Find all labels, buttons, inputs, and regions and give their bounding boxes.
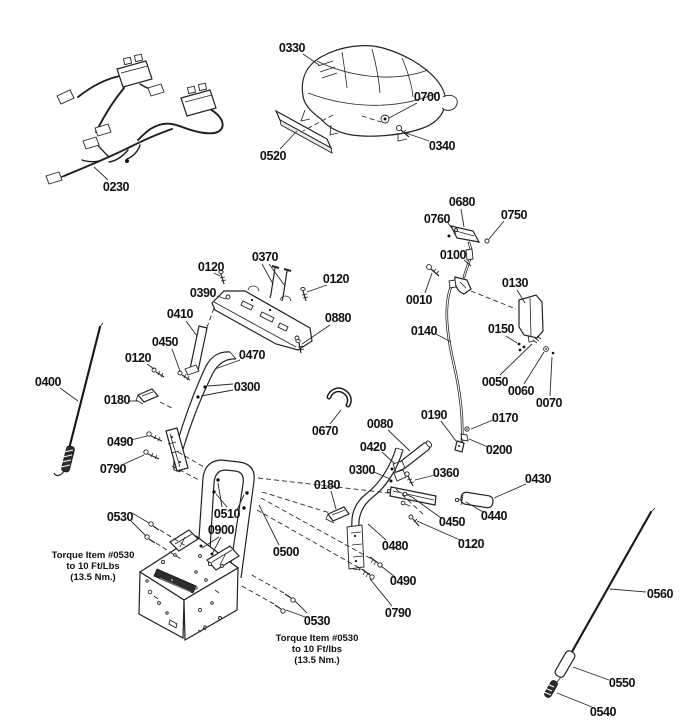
part-label-0370: 0370 (251, 250, 279, 264)
torque-note-bottom-line2: to 10 Ft/lbs (291, 644, 343, 655)
torque-note-left (52, 550, 135, 583)
screw-0120-c (152, 368, 164, 377)
part-label-0450-b: 0450 (438, 515, 466, 529)
bolts-0530-b (275, 594, 295, 613)
part-label-0080: 0080 (366, 417, 394, 431)
part-label-0390: 0390 (189, 286, 217, 300)
part-label-0430: 0430 (524, 472, 552, 486)
bolt-mark-0300-b2 (390, 480, 393, 483)
left-handle-group (54, 323, 236, 475)
screw-0760 (448, 235, 451, 238)
part-label-0470: 0470 (238, 348, 266, 362)
bolt-mark-0300-b1 (391, 468, 394, 471)
pin-0440 (455, 498, 458, 501)
part-label-0070: 0070 (535, 396, 563, 410)
part-label-0410: 0410 (166, 307, 194, 321)
part-label-0700: 0700 (413, 90, 441, 104)
part-label-0330: 0330 (278, 41, 306, 55)
part-label-0010: 0010 (405, 293, 433, 307)
torque-note-bottom (276, 633, 359, 666)
speed-rod-group (543, 508, 655, 699)
screw-mark-0510-3 (245, 491, 248, 494)
part-label-0120-b: 0120 (322, 272, 350, 286)
part-label-0130: 0130 (501, 276, 529, 290)
part-label-0490-a: 0490 (106, 435, 134, 449)
grip-0470 (166, 428, 188, 471)
part-label-0760: 0760 (423, 212, 451, 226)
panel-bracket-group (212, 266, 312, 353)
part-label-0510: 0510 (213, 507, 241, 521)
bolt-0010 (427, 265, 439, 276)
torque-note-left-line2: to 10 Ft/Lbs (66, 561, 120, 572)
torque-note-bottom-line3: (13.5 Nm.) (294, 655, 340, 666)
sleeve-0550 (554, 649, 577, 678)
part-label-0530-a: 0530 (106, 510, 134, 524)
part-label-0520: 0520 (259, 149, 287, 163)
part-label-0140: 0140 (410, 324, 438, 338)
wiring-harness (46, 54, 223, 184)
harness-connector-large-2 (181, 90, 216, 116)
part-label-0670: 0670 (311, 424, 339, 438)
part-label-0060: 0060 (507, 384, 535, 398)
part-label-0300-a: 0300 (233, 380, 261, 394)
cable-anchor (455, 277, 471, 294)
right-handle-group (326, 440, 494, 579)
bolt-0360 (405, 472, 414, 486)
part-label-0180-a: 0180 (103, 393, 131, 407)
part-label-0200: 0200 (485, 443, 513, 457)
part-label-0540: 0540 (589, 705, 617, 719)
part-label-0900: 0900 (207, 523, 235, 537)
screw-0750 (485, 239, 489, 243)
clamp-0180-a (138, 389, 158, 402)
screw-0120-d (409, 515, 419, 526)
cable-0140 (447, 284, 462, 441)
nut-0070 (552, 352, 555, 355)
rod-0560 (569, 512, 651, 657)
grip-sleeve-0430 (460, 492, 493, 509)
part-label-0120-a: 0120 (197, 260, 225, 274)
part-label-0230: 0230 (102, 180, 130, 194)
nut-0200 (461, 434, 468, 441)
base-plate-group (139, 522, 295, 640)
screw-mark-0510-4 (242, 506, 245, 509)
screw-mark-0510-2 (212, 490, 215, 493)
hook-0670 (329, 390, 349, 405)
bolt-0490-a (147, 432, 162, 441)
part-label-0100: 0100 (439, 248, 467, 262)
rod-0400 (69, 327, 100, 449)
part-label-0170: 0170 (491, 411, 519, 425)
part-label-0550: 0550 (608, 676, 636, 690)
part-label-0360: 0360 (432, 466, 460, 480)
part-label-0420: 0420 (359, 440, 387, 454)
screw-mark-0900-1 (200, 545, 203, 548)
bolt-0490-b (370, 557, 382, 567)
screw-mark-0510-1 (216, 478, 219, 481)
part-label-0300-b: 0300 (348, 463, 376, 477)
part-label-0880: 0880 (324, 311, 352, 325)
part-label-0790-a: 0790 (99, 462, 127, 476)
part-label-0790-b: 0790 (384, 606, 412, 620)
clamp-0180-b (328, 507, 349, 521)
part-label-0450-a: 0450 (151, 335, 179, 349)
part-label-0560: 0560 (646, 587, 674, 601)
torque-note-bottom-line1: Torque Item #0530 (275, 633, 359, 644)
part-label-0530-b: 0530 (303, 614, 331, 628)
part-label-0500: 0500 (272, 545, 300, 559)
spring-0400-end (61, 445, 75, 472)
torque-note-left-line1: Torque Item #0530 (51, 550, 135, 561)
part-label-0400: 0400 (34, 375, 62, 389)
part-label-0480: 0480 (381, 539, 409, 553)
bolt-mark-0300-a1 (203, 385, 206, 388)
harness-connector-large-1 (117, 61, 152, 87)
torque-note-left-line3: (13.5 Nm.) (70, 572, 116, 583)
part-label-0490-b: 0490 (389, 574, 417, 588)
part-labels (35, 41, 674, 719)
part-label-0050: 0050 (481, 375, 509, 389)
part-label-0680: 0680 (448, 195, 476, 209)
screw-0120-b (301, 288, 308, 302)
part-label-0150: 0150 (487, 322, 515, 336)
part-label-0180-b: 0180 (313, 478, 341, 492)
part-label-0440: 0440 (480, 509, 508, 523)
part-label-0340: 0340 (428, 139, 456, 153)
bolts-0530-a (145, 522, 159, 543)
part-label-0190: 0190 (420, 408, 448, 422)
bolt-mark-0300-a2 (196, 395, 199, 398)
part-label-0120-c: 0120 (124, 351, 152, 365)
tube-0410 (190, 326, 207, 371)
part-label-0120-d: 0120 (457, 537, 485, 551)
spring-0540 (543, 679, 558, 698)
bolt-0790-a (144, 450, 159, 459)
part-label-0750: 0750 (500, 208, 528, 222)
